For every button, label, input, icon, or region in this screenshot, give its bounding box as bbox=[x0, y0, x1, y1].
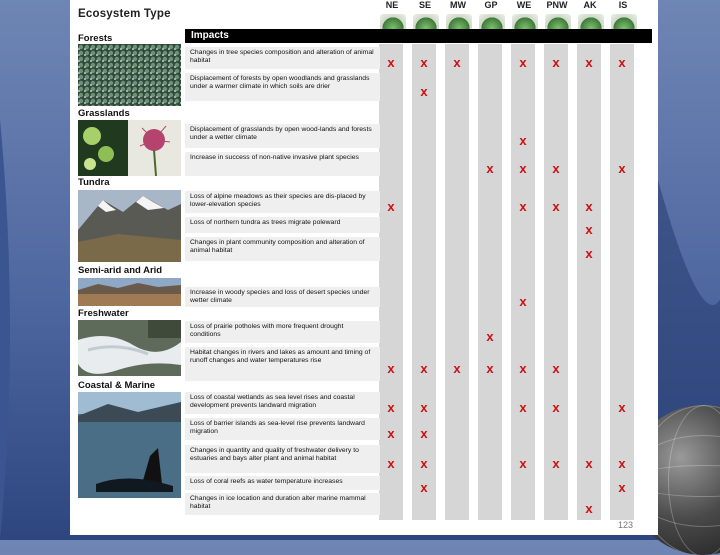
impact-mark-pnw: x bbox=[552, 160, 560, 176]
impact-text: Changes in plant community composition and alteration of animal habitat bbox=[190, 239, 365, 255]
impact-mark-we: x bbox=[519, 360, 527, 376]
eco-label-coastal: Coastal & Marine bbox=[78, 380, 156, 391]
impact-mark-ne: x bbox=[387, 360, 395, 376]
impact-mark-pnw: x bbox=[552, 399, 560, 415]
impact-mark-gp: x bbox=[486, 328, 494, 344]
page-number: 123 bbox=[618, 520, 634, 530]
impact-mark-ne: x bbox=[387, 54, 395, 70]
region-header-ak: AK bbox=[583, 0, 597, 10]
grassland-photo bbox=[78, 120, 181, 176]
impact-mark-ne: x bbox=[387, 455, 395, 471]
impact-mark-ak: x bbox=[585, 221, 593, 237]
river-photo bbox=[78, 320, 181, 376]
impact-row bbox=[185, 217, 652, 237]
impact-mark-is: x bbox=[618, 160, 626, 176]
impact-mark-se: x bbox=[420, 425, 428, 441]
impact-text: Loss of coastal wetlands as sea level rises and coastal development prevents landward migration bbox=[190, 394, 355, 410]
impact-mark-mw: x bbox=[453, 360, 461, 376]
impact-mark-ak: x bbox=[585, 500, 593, 516]
impact-mark-is: x bbox=[618, 479, 626, 495]
ecosystem-type-title: Ecosystem Type bbox=[78, 8, 171, 20]
impact-row bbox=[185, 47, 652, 69]
impact-mark-pnw: x bbox=[552, 455, 560, 471]
impact-mark-ne: x bbox=[387, 399, 395, 415]
impact-mark-gp: x bbox=[486, 360, 494, 376]
eco-label-semi-arid: Semi-arid and Arid bbox=[78, 265, 163, 276]
impact-mark-we: x bbox=[519, 132, 527, 148]
region-header-pnw: PNW bbox=[546, 0, 568, 10]
region-header-gp: GP bbox=[484, 0, 498, 10]
impact-text: Changes in ice location and duration alter marine mammal habitat bbox=[190, 495, 366, 511]
impact-mark-is: x bbox=[618, 54, 626, 70]
impact-mark-mw: x bbox=[453, 54, 461, 70]
impact-mark-we: x bbox=[519, 160, 527, 176]
impact-mark-se: x bbox=[420, 360, 428, 376]
impact-mark-gp: x bbox=[486, 160, 494, 176]
impact-text: Loss of prairie potholes with more frequent drought conditions bbox=[190, 323, 344, 339]
impact-mark-is: x bbox=[618, 455, 626, 471]
forest-photo bbox=[78, 44, 181, 106]
eco-label-grasslands: Grasslands bbox=[78, 108, 130, 119]
region-header-is: IS bbox=[618, 0, 628, 10]
impact-row bbox=[185, 493, 652, 515]
impact-mark-ak: x bbox=[585, 455, 593, 471]
impact-row bbox=[185, 445, 652, 473]
impact-text: Loss of northern tundra as trees migrate poleward bbox=[190, 219, 341, 226]
impact-row bbox=[185, 237, 652, 261]
impact-text: Increase in woody species and loss of desert species under wetter climate bbox=[190, 289, 370, 305]
impact-row bbox=[185, 191, 652, 213]
region-header-se: SE bbox=[418, 0, 431, 10]
impact-row bbox=[185, 287, 652, 307]
impact-mark-ne: x bbox=[387, 198, 395, 214]
impact-mark-pnw: x bbox=[552, 360, 560, 376]
impacts-header: Impacts bbox=[191, 30, 229, 41]
impact-row bbox=[185, 321, 652, 343]
impact-mark-we: x bbox=[519, 399, 527, 415]
impact-text: Loss of coral reefs as water temperature increases bbox=[190, 478, 343, 485]
impact-mark-se: x bbox=[420, 54, 428, 70]
impact-row bbox=[185, 73, 652, 101]
impact-mark-se: x bbox=[420, 479, 428, 495]
eco-label-tundra: Tundra bbox=[78, 177, 110, 188]
chart-sheet bbox=[70, 0, 658, 535]
impact-row bbox=[185, 418, 652, 440]
impact-row bbox=[185, 392, 652, 414]
impact-text: Loss of alpine meadows as their species are dis-placed by lower-elevation species bbox=[190, 193, 366, 209]
impact-mark-ak: x bbox=[585, 198, 593, 214]
impact-mark-pnw: x bbox=[552, 198, 560, 214]
impact-mark-se: x bbox=[420, 399, 428, 415]
orca-photo bbox=[78, 392, 181, 498]
impact-text: Increase in success of non-native invasive plant species bbox=[190, 154, 359, 161]
impact-text: Loss of barrier islands as sea-level rise prevents landward migration bbox=[190, 420, 365, 436]
impact-text: Habitat changes in rivers and lakes as amount and timing of runoff changes and water temperatures rise bbox=[190, 349, 371, 365]
impact-mark-ne: x bbox=[387, 425, 395, 441]
impact-mark-ak: x bbox=[585, 245, 593, 261]
impact-row bbox=[185, 347, 652, 381]
impact-text: Changes in tree species composition and alteration of animal habitat bbox=[190, 49, 374, 65]
impact-mark-we: x bbox=[519, 293, 527, 309]
tundra-photo bbox=[78, 190, 181, 262]
impact-mark-se: x bbox=[420, 83, 428, 99]
impact-mark-we: x bbox=[519, 198, 527, 214]
impact-row bbox=[185, 152, 652, 176]
impact-row bbox=[185, 124, 652, 148]
impact-mark-we: x bbox=[519, 455, 527, 471]
impact-mark-we: x bbox=[519, 54, 527, 70]
eco-label-forests: Forests bbox=[78, 33, 113, 44]
impact-text: Displacement of forests by open woodlands and grasslands under a warmer climate in which soils are drier bbox=[190, 75, 370, 91]
impact-text: Changes in quantity and quality of freshwater delivery to estuaries and bays alter plant and animal habitat bbox=[190, 447, 359, 463]
region-header-ne: NE bbox=[385, 0, 399, 10]
region-header-we: WE bbox=[516, 0, 532, 10]
impact-row bbox=[185, 476, 652, 495]
impact-mark-is: x bbox=[618, 399, 626, 415]
impact-mark-se: x bbox=[420, 455, 428, 471]
impacts-header-bar bbox=[185, 29, 652, 43]
eco-label-freshwater: Freshwater bbox=[78, 308, 129, 319]
impact-mark-ak: x bbox=[585, 54, 593, 70]
impact-mark-pnw: x bbox=[552, 54, 560, 70]
impact-text: Displacement of grasslands by open wood-lands and forests under a wetter climate bbox=[190, 126, 372, 142]
region-header-mw: MW bbox=[450, 0, 466, 10]
desert-photo bbox=[78, 278, 181, 306]
